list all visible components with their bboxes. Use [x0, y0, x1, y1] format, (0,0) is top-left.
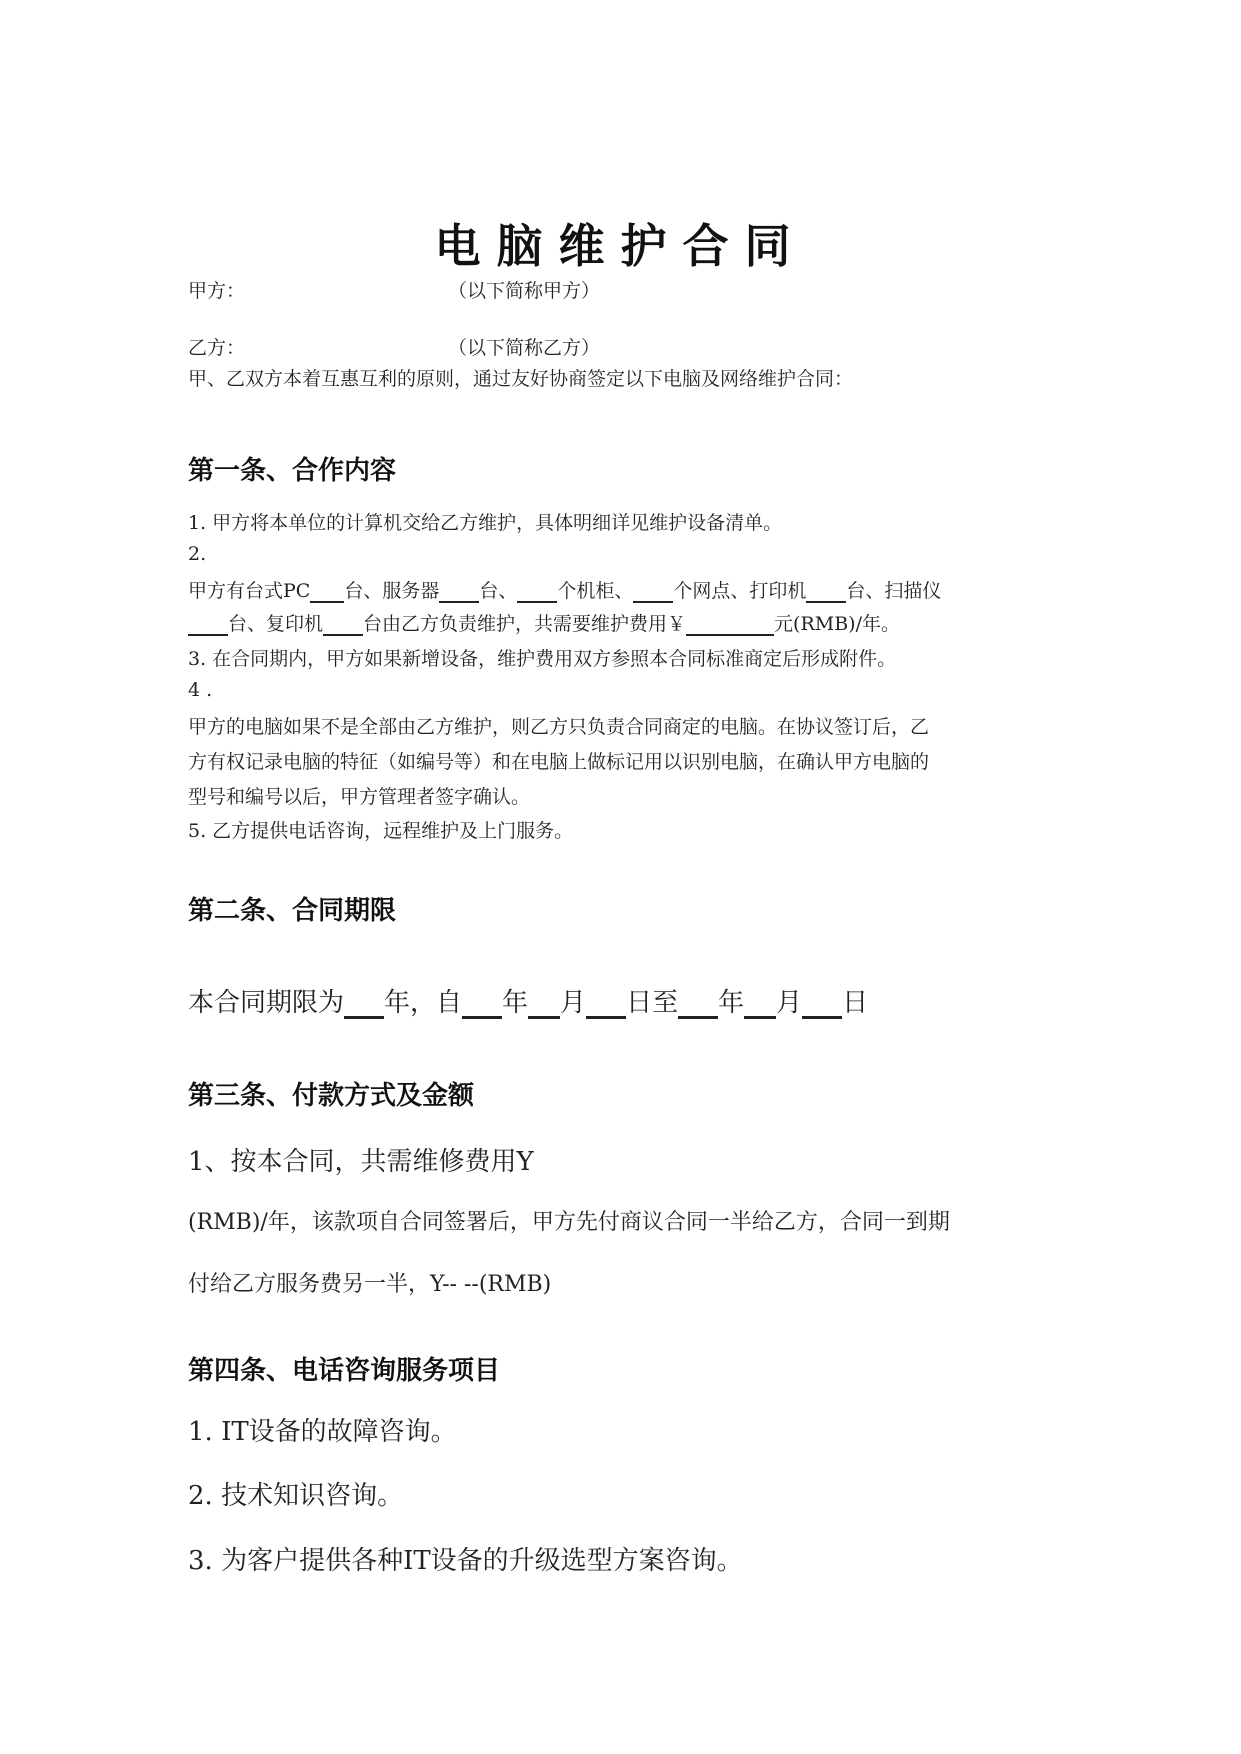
equipment-text: 台、扫描仪 [846, 580, 942, 602]
period-text: 月 [560, 988, 587, 1018]
party-b-note: （以下简称乙方） [448, 337, 601, 359]
article1-item2-line1 [188, 576, 941, 603]
article3-line3: 付给乙方服务费另一半，Y-- --(RMB) [188, 1272, 552, 1297]
article1-item4-line2: 方有权记录电脑的特征（如编号等）和在电脑上做标记用以识别电脑，在确认甲方电脑的 [188, 751, 930, 773]
document-title: 电脑维护合同 [434, 219, 807, 273]
end-year-blank [678, 989, 718, 1019]
pc-count-blank [310, 581, 344, 603]
copier-count-blank [323, 614, 363, 636]
printer-count-blank [806, 581, 846, 603]
party-a-note: （以下简称甲方） [448, 280, 601, 302]
article3-heading: 第三条、付款方式及金额 [188, 1081, 475, 1111]
equipment-text: 台、复印机 [228, 613, 324, 635]
period-text: 年 [718, 988, 745, 1018]
equipment-text: 个机柜、 [557, 580, 634, 602]
equipment-text: 台、服务器 [344, 580, 440, 602]
article4-heading: 第四条、电话咨询服务项目 [188, 1356, 501, 1386]
article1-item1: 1. 甲方将本单位的计算机交给乙方维护，具体明细详见维护设备清单。 [188, 512, 783, 534]
equipment-text: 甲方有台式PC [188, 580, 311, 602]
period-text: 日至 [626, 988, 679, 1018]
equipment-text: 元(RMB)/年。 [774, 613, 900, 635]
article1-item2-number: 2. [188, 543, 207, 565]
article1-item2-line2 [188, 609, 900, 636]
period-text: 日 [842, 988, 869, 1018]
article4-item: 1. IT设备的故障咨询。 [188, 1417, 457, 1447]
cabinet-count-blank [517, 581, 557, 603]
article1-item5: 5. 乙方提供电话咨询，远程维护及上门服务。 [188, 820, 574, 842]
server-count-blank [439, 581, 479, 603]
equipment-text: 个网点、打印机 [673, 580, 807, 602]
end-month-blank [744, 989, 776, 1019]
equipment-text: 台、 [479, 580, 518, 602]
article2-heading: 第二条、合同期限 [188, 896, 397, 926]
contract-period-line [188, 982, 868, 1019]
end-day-blank [802, 989, 842, 1019]
article1-item4-line3: 型号和编号以后，甲方管理者签字确认。 [188, 786, 531, 808]
preamble: 甲、乙双方本着互惠互利的原则，通过友好协商签定以下电脑及网络维护合同： [188, 368, 854, 390]
equipment-text: 台由乙方负责维护，共需要维护费用￥ [363, 613, 687, 635]
article1-heading: 第一条、合作内容 [188, 456, 397, 486]
article4-item: 2. 技术知识咨询。 [188, 1481, 404, 1511]
period-text: 本合同期限为 [188, 988, 345, 1018]
start-month-blank [528, 989, 560, 1019]
period-text: 年，自 [384, 988, 463, 1018]
article4-item: 3. 为客户提供各种IT设备的升级选型方案咨询。 [188, 1546, 743, 1576]
start-year-blank [462, 989, 502, 1019]
fee-amount-blank [686, 614, 774, 636]
start-day-blank [586, 989, 626, 1019]
period-text: 年 [502, 988, 529, 1018]
article3-line2: (RMB)/年，该款项自合同签署后，甲方先付商议合同一半给乙方，合同一到期 [188, 1210, 950, 1235]
article1-item4-line1: 甲方的电脑如果不是全部由乙方维护，则乙方只负责合同商定的电脑。在协议签订后，乙 [188, 716, 930, 738]
party-b-label: 乙方： [188, 337, 246, 359]
article3-line1: 1、按本合同，共需维修费用Y [188, 1147, 534, 1177]
article1-item4-number: 4 . [188, 679, 213, 701]
scanner-count-blank [188, 614, 228, 636]
party-a-label: 甲方： [188, 280, 246, 302]
article1-item3: 3. 在合同期内，甲方如果新增设备，维护费用双方参照本合同标准商定后形成附件。 [188, 648, 897, 670]
period-text: 月 [776, 988, 803, 1018]
network-point-count-blank [633, 581, 673, 603]
period-years-blank [344, 989, 384, 1019]
